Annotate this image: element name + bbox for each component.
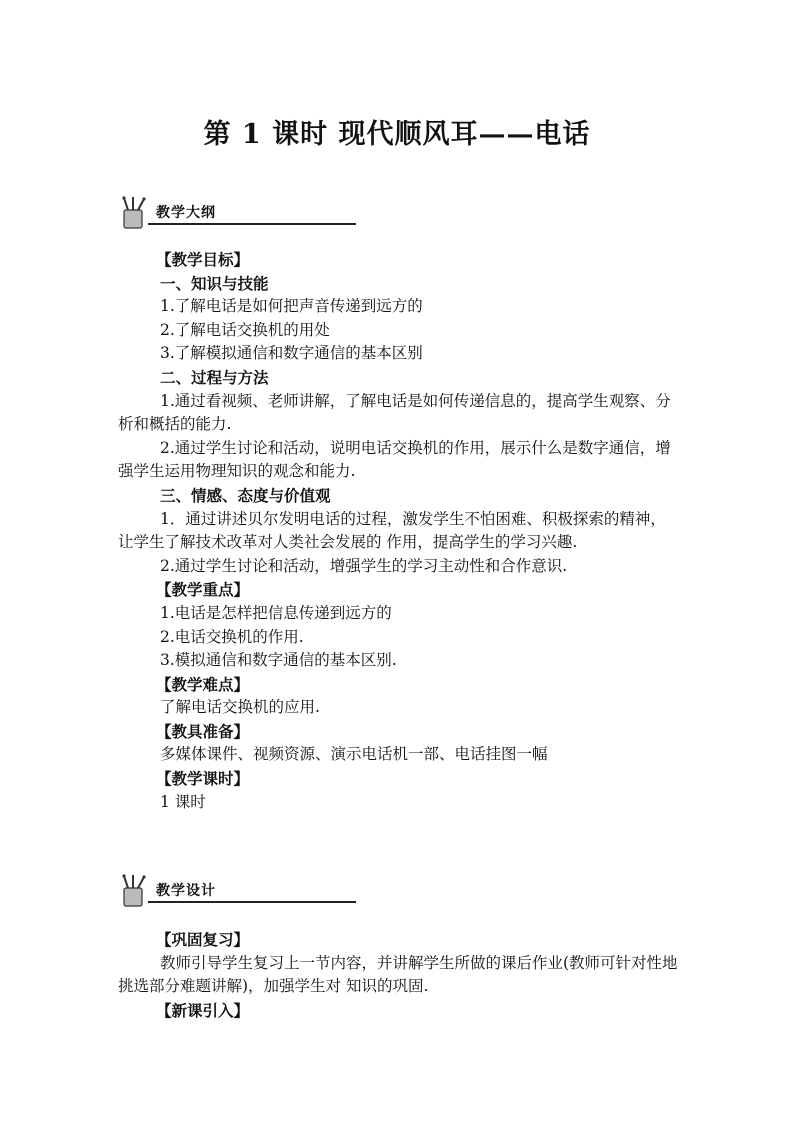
emotion-item: 1．通过讲述贝尔发明电话的过程，激发学生不怕困难、积极探索的精神，让学生了解技术改革对人类社会发展的 作用，提高学生的学习兴趣. <box>118 509 666 552</box>
goals-heading: 【教学目标】 <box>156 250 250 269</box>
difficulty-item: 了解电话交换机的应用. <box>160 698 320 717</box>
tools-heading: 【教具准备】 <box>156 721 250 741</box>
section-label: 教学大纲 <box>156 205 216 221</box>
emotion-item: 2.通过学生讨论和活动，增强学生的学习主动性和合作意识. <box>160 556 568 575</box>
outline-content <box>118 248 678 814</box>
review-item: 教师引导学生复习上一节内容，并讲解学生所做的课后作业(教师可针对性地挑选部分难题讲解)，加强学生对 知识的巩固. <box>118 953 678 996</box>
design-content <box>118 928 678 1022</box>
pencil-cup-icon <box>118 874 150 908</box>
review-heading: 【巩固复习】 <box>156 930 250 949</box>
process-heading: 二、过程与方法 <box>160 367 269 387</box>
hours-heading: 【教学课时】 <box>156 769 250 789</box>
difficulty-heading: 【教学难点】 <box>156 674 250 694</box>
knowledge-item: 2.了解电话交换机的用处 <box>160 320 330 339</box>
process-item: 1.通过看视频、老师讲解，了解电话是如何传递信息的，提高学生观察、分析和概括的能力. <box>118 391 671 434</box>
knowledge-item: 1.了解电话是如何把声音传递到远方的 <box>160 297 423 316</box>
section-header-outline <box>118 196 248 230</box>
intro-heading: 【新课引入】 <box>156 1000 250 1020</box>
key-point-item: 2.电话交换机的作用. <box>160 627 304 646</box>
section-rule <box>148 223 356 225</box>
tools-item: 多媒体课件、视频资源、演示电话机一部、电话挂图一幅 <box>160 745 548 764</box>
pencil-cup-icon <box>118 196 150 230</box>
knowledge-heading: 一、知识与技能 <box>160 273 269 293</box>
key-point-item: 1.电话是怎样把信息传递到远方的 <box>160 603 392 622</box>
key-points-heading: 【教学重点】 <box>156 580 250 600</box>
section-header-design <box>118 874 248 908</box>
knowledge-item: 3.了解模拟通信和数字通信的基本区别 <box>160 344 423 363</box>
emotion-heading: 三、情感、态度与价值观 <box>160 485 331 505</box>
process-item: 2.通过学生讨论和活动，说明电话交换机的作用，展示什么是数字通信，增强学生运用物理知识的观念和能力. <box>118 438 671 481</box>
hours-item: 1 课时 <box>160 792 206 811</box>
section-rule <box>148 901 356 903</box>
page-title: 第 1 课时 现代顺风耳——电话 <box>203 119 591 150</box>
key-point-item: 3.模拟通信和数字通信的基本区别. <box>160 651 397 670</box>
section-label: 教学设计 <box>156 883 216 899</box>
